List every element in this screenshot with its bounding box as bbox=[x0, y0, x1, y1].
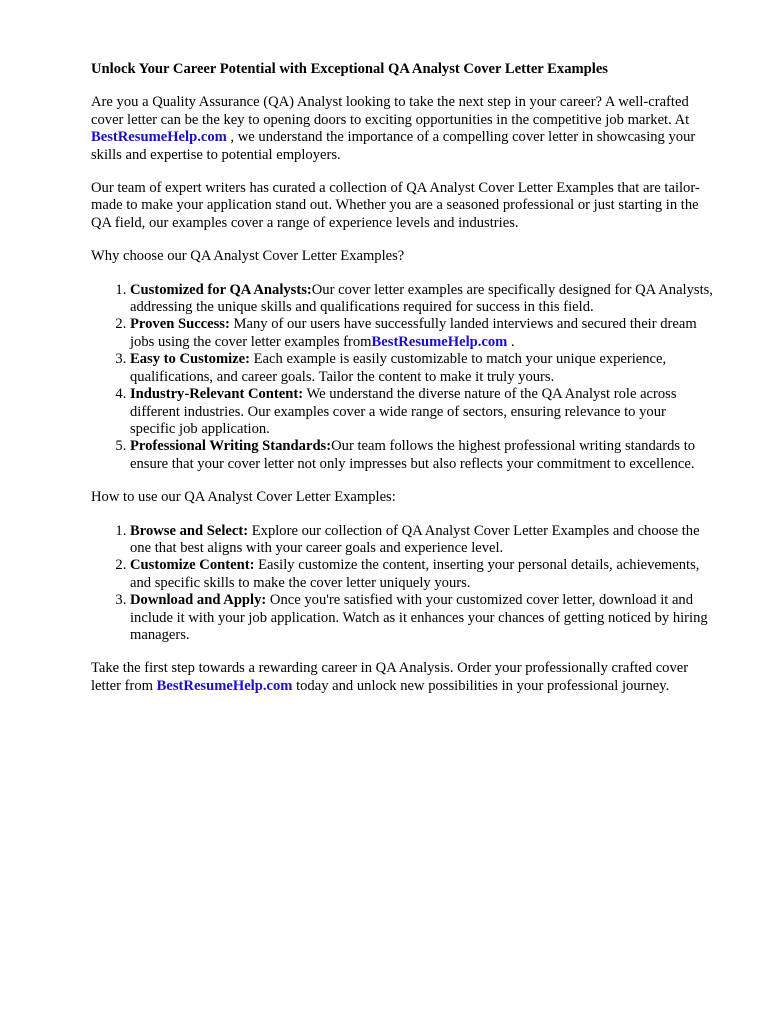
closing-paragraph bbox=[91, 660, 713, 695]
list-item-lead: Proven Success: bbox=[130, 316, 230, 333]
list-item-lead: Download and Apply: bbox=[130, 592, 267, 609]
list-item-text: Our cover letter examples are specifically designed for QA Analysts, addressing the unique skills and qualifications required for success in this field. bbox=[130, 281, 713, 316]
team-paragraph: Our team of expert writers has curated a collection of QA Analyst Cover Letter Examples that are tailor-made to make your application stand out. Whether you are a seasoned professional or just starting in the QA field, our examples cover a range of experience levels and industries. bbox=[91, 180, 700, 231]
intro-text-after: , we understand the importance of a compelling cover letter in showcasing your skills and expertise to potential employers. bbox=[91, 129, 696, 163]
list-item bbox=[130, 523, 713, 558]
closing-text: Take the first step towards a rewarding career in QA Analysis. Order your professionally crafted cover letter from bbox=[91, 660, 689, 694]
intro-link[interactable]: BestResumeHelp.com bbox=[91, 129, 227, 146]
list-item bbox=[130, 557, 713, 592]
document-page bbox=[91, 61, 713, 711]
list-item-text: Each example is easily customizable to match your unique experience, qualifications, and career goals. Tailor the content to make it truly yours. bbox=[130, 351, 667, 385]
how-list bbox=[91, 523, 713, 645]
how-heading: How to use our QA Analyst Cover Letter Examples: bbox=[91, 489, 396, 506]
list-item bbox=[130, 282, 713, 317]
list-item-lead: Customize Content: bbox=[130, 557, 255, 574]
list-item-lead: Browse and Select: bbox=[130, 522, 249, 539]
list-item bbox=[130, 386, 713, 438]
why-heading: Why choose our QA Analyst Cover Letter Examples? bbox=[91, 248, 405, 265]
list-item-text: Once you're satisfied with your customized cover letter, download it and include it with your job application. Watch as it enhances your chances of getting noticed by hiring managers. bbox=[130, 592, 708, 643]
list-item bbox=[130, 438, 713, 473]
list-item-text: Many of our users have successfully landed interviews and secured their dream jobs using the cover letter examples from bbox=[130, 316, 697, 350]
list-item-lead: Customized for QA Analysts: bbox=[130, 281, 312, 298]
list-item-text: We understand the diverse nature of the QA Analyst role across different industries. Our examples cover a wide range of sectors, ensuring relevance to your specific job application. bbox=[130, 386, 677, 437]
intro-text: Are you a Quality Assurance (QA) Analyst looking to take the next step in your career? A well-crafted cover letter can be the key to opening doors to exciting opportunities in the competitive job market. At bbox=[91, 94, 690, 128]
list-item-lead: Professional Writing Standards: bbox=[130, 438, 332, 455]
list-item-lead: Industry-Relevant Content: bbox=[130, 386, 304, 403]
list-item-text: Easily customize the content, inserting your personal details, achievements, and specific skills to make the cover letter uniquely yours. bbox=[130, 557, 700, 591]
list-item-lead: Easy to Customize: bbox=[130, 351, 250, 368]
intro-paragraph bbox=[91, 94, 713, 164]
closing-link[interactable]: BestResumeHelp.com bbox=[156, 677, 293, 694]
list-item bbox=[130, 592, 713, 644]
list-item-text: Explore our collection of QA Analyst Cover Letter Examples and choose the one that best aligns with your career goals and experience level. bbox=[130, 522, 700, 556]
list-item bbox=[130, 316, 713, 351]
why-list bbox=[91, 282, 713, 473]
list-item-link[interactable]: BestResumeHelp.com bbox=[371, 333, 508, 350]
list-item-text-after: . bbox=[507, 333, 515, 350]
list-item-text: Our team follows the highest professional writing standards to ensure that your cover letter not only impresses but also reflects your commitment to excellence. bbox=[130, 438, 696, 472]
list-item bbox=[130, 351, 713, 386]
document-title: Unlock Your Career Potential with Exceptional QA Analyst Cover Letter Examples bbox=[91, 61, 608, 77]
closing-text-after: today and unlock new possibilities in your professional journey. bbox=[292, 677, 670, 694]
